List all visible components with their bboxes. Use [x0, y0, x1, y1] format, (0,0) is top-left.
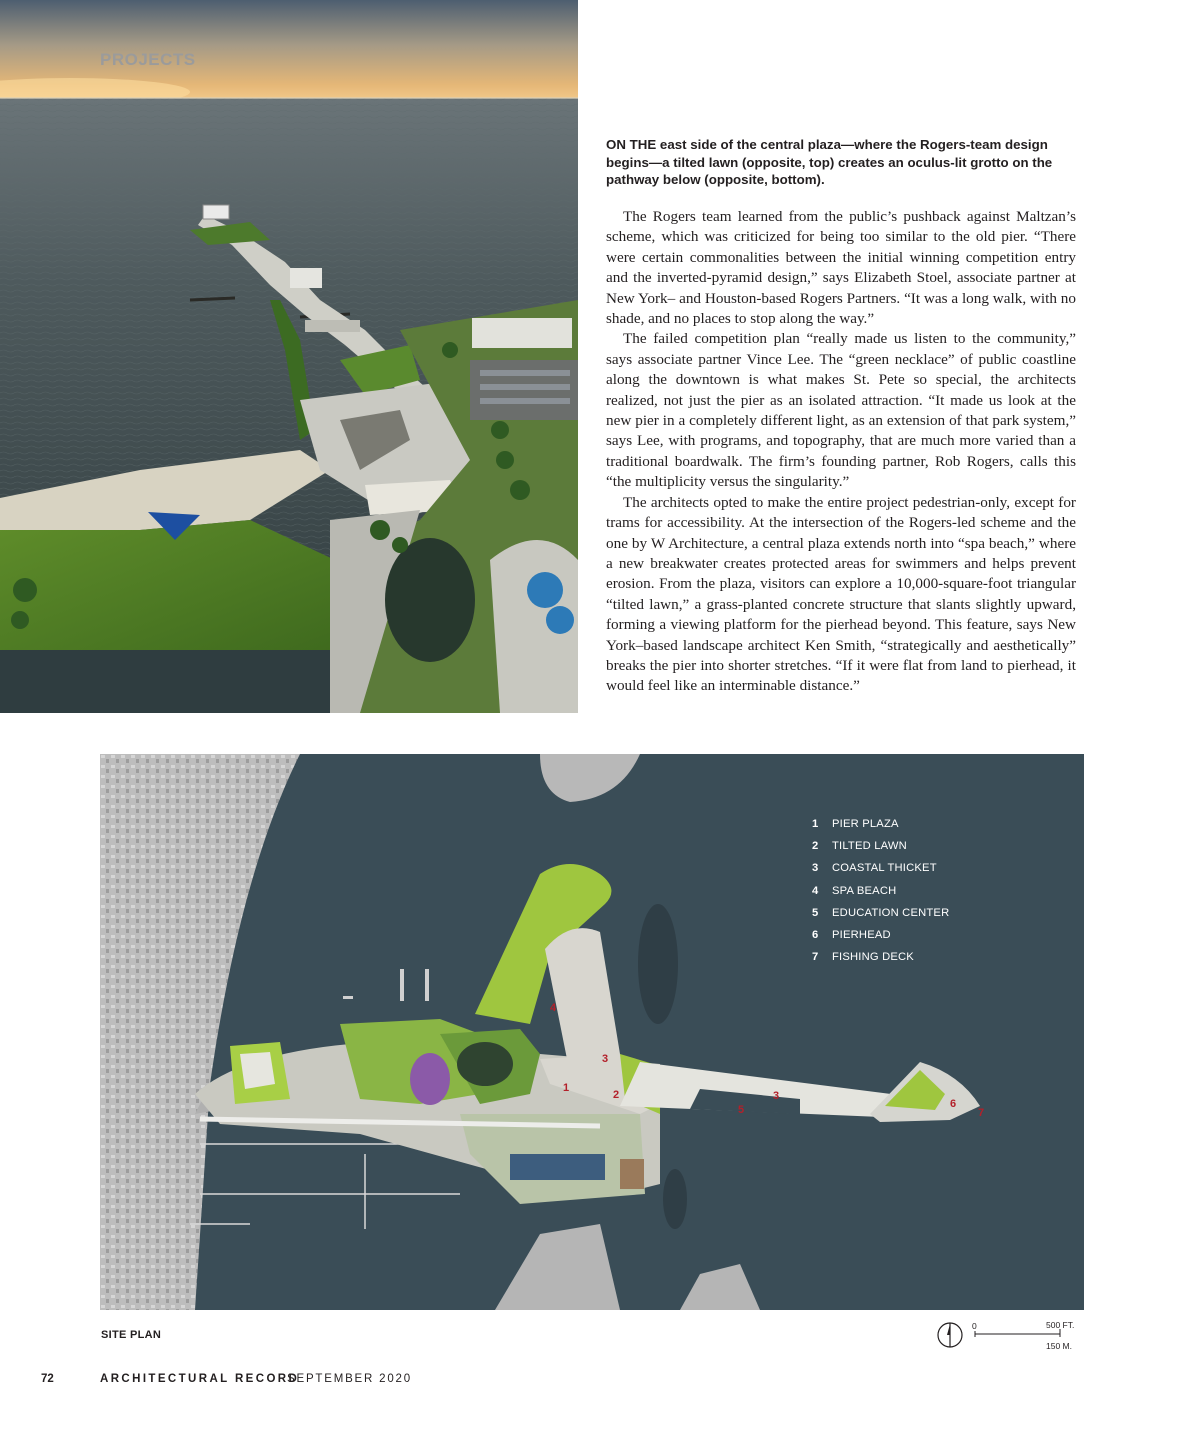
- legend-item: [812, 885, 949, 907]
- article-paragraph: The Rogers team learned from the public’s pushback against Maltzan’s scheme, which was criticized for being too similar to the old pier. “There were certain commonalities between the initial winning competition entry and the inverted-pyramid design,” says Elizabeth Stoel, associate partner at New York– and Houston-based Rogers Partners. “It was a long walk, with no shade, and no places to stop along the way.”: [606, 208, 1076, 328]
- aerial-photo: [0, 0, 578, 713]
- legend-label: EDUCATION CENTER: [832, 906, 950, 919]
- caption-text: east side of the central plaza—where the Rogers-team design begins—a tilted lawn (opposite, top) creates an oculus-lit grotto on the pathway below (opposite, bottom).: [606, 137, 1053, 187]
- marker-3b: 3: [772, 1090, 780, 1102]
- legend-number: 1: [812, 818, 819, 830]
- section-label: PROJECTS: [100, 50, 196, 69]
- legend-number: 3: [812, 862, 819, 875]
- legend-label: PIERHEAD: [832, 928, 891, 941]
- marker-5: 5: [737, 1104, 745, 1116]
- legend-label: PIER PLAZA: [832, 818, 899, 830]
- photo-caption: [606, 136, 1076, 189]
- article-paragraph: The architects opted to make the entire project pedestrian-only, except for trams for accessibility. At the intersection of the Rogers-led scheme and the one by W Architecture, a central plaza extends north into “spa beach,” where a new breakwater creates protected areas for swimmers and helps prevent erosion. From the plaza, visitors can explore a 10,000-square-foot triangular “tilted lawn,” a grass-planted concrete structure that slants slightly upward, forming a viewing platform for the pierhead beyond. This feature, says New York–based landscape architect Ken Smith, “strategically and aesthetically” breaks the pier into shorter stretches. “If it were flat from land to pierhead, it would feel like an interminable distance.”: [606, 493, 1076, 695]
- page-number: 72: [41, 1373, 54, 1385]
- north-arrow-icon: [938, 1323, 962, 1347]
- marker-2: 2: [612, 1089, 620, 1101]
- scale-bar: [935, 1318, 1085, 1352]
- legend-label: COASTAL THICKET: [832, 862, 937, 875]
- legend-item: [812, 951, 949, 973]
- legend-number: 4: [812, 884, 819, 897]
- plan-legend: [812, 818, 949, 973]
- legend-number: 5: [812, 906, 819, 919]
- scale-feet: 500 FT.: [1046, 1320, 1075, 1330]
- scale-meters: 150 M.: [1046, 1341, 1072, 1351]
- magazine-name: ARCHITECTURAL RECORD: [100, 1373, 300, 1385]
- site-plan-map: [100, 754, 1084, 1310]
- legend-number: 6: [812, 928, 819, 941]
- legend-item: [812, 818, 949, 840]
- legend-item: [812, 840, 949, 862]
- marker-4: 4: [549, 1002, 557, 1014]
- article-body: [606, 207, 1076, 697]
- legend-item: [812, 907, 949, 929]
- legend-number: 2: [812, 840, 819, 853]
- legend-item: [812, 862, 949, 884]
- legend-label: FISHING DECK: [832, 951, 914, 964]
- legend-number: 7: [812, 951, 819, 964]
- legend-label: TILTED LAWN: [832, 840, 907, 853]
- site-plan-title: SITE PLAN: [101, 1329, 162, 1341]
- scale-zero: 0: [972, 1321, 977, 1331]
- issue-date: SEPTEMBER 2020: [287, 1373, 412, 1385]
- marker-1: 1: [562, 1082, 570, 1094]
- marker-6: 6: [949, 1098, 957, 1110]
- lawn: [0, 520, 335, 650]
- caption-lead: ON THE: [606, 137, 657, 152]
- article-paragraph: The failed competition plan “really made us listen to the community,” says associate partner Vince Lee. The “green necklace” of public coastline along the downtown is what makes St. Pete so special, the architects realized, not just the pier as an isolated attraction. “It made us look at the new pier in a completely different light, as an extension of that park system,” says Lee, with programs, and topography, that are much more varied than a traditional boardwalk. The firm’s founding partner, Rob Rogers, calls this “the multiplicity versus the singularity.”: [606, 330, 1076, 491]
- marker-7: 7: [977, 1107, 985, 1119]
- marker-3: 3: [601, 1053, 609, 1065]
- legend-label: SPA BEACH: [832, 884, 897, 897]
- legend-item: [812, 929, 949, 951]
